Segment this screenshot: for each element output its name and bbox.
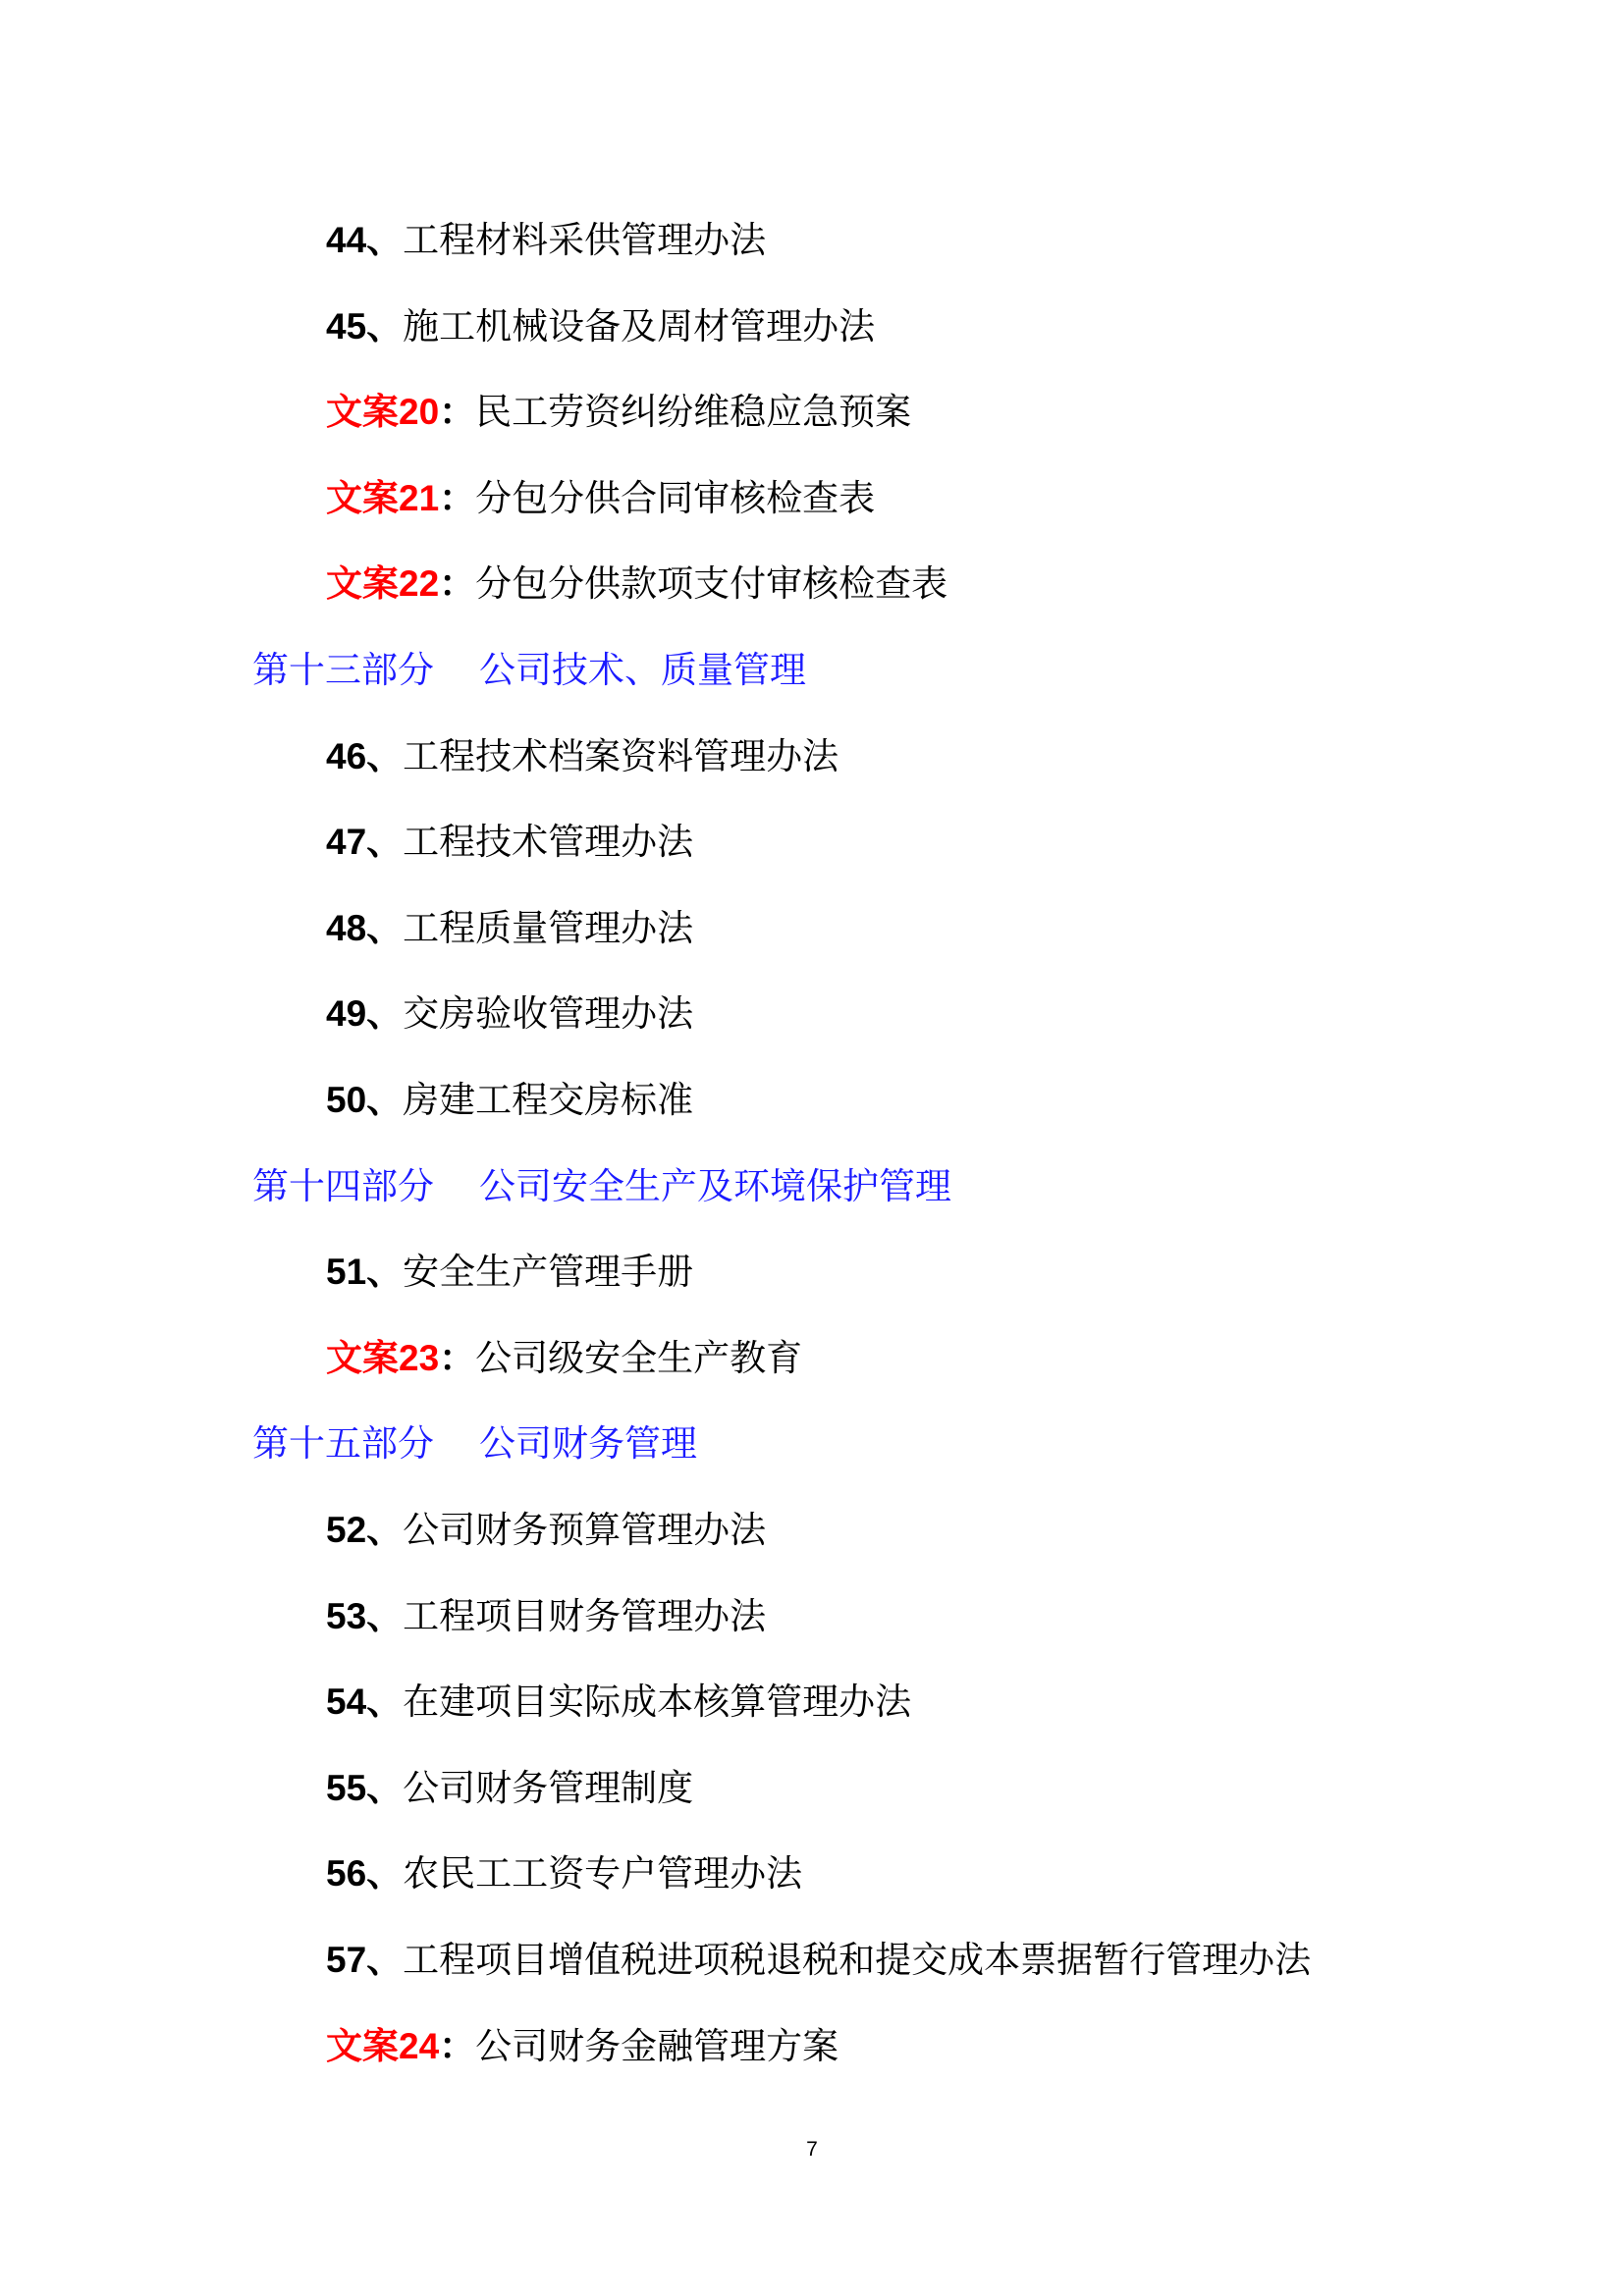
plan-prefix: 文案 — [326, 563, 399, 604]
item-title: 交房验收管理办法 — [403, 992, 694, 1035]
plan-colon: ： — [439, 563, 476, 604]
item-separator: 、 — [366, 822, 404, 862]
plan-item — [326, 562, 947, 606]
plan-prefix: 文案 — [326, 478, 399, 518]
toc-item — [326, 821, 693, 864]
part-number: 第十五部分 — [252, 1422, 434, 1465]
item-number: 54 — [326, 1682, 367, 1722]
item-separator: 、 — [366, 1510, 404, 1550]
toc-item — [326, 1681, 911, 1724]
item-separator: 、 — [366, 993, 404, 1034]
toc-item — [326, 735, 839, 778]
toc-item — [326, 1509, 766, 1552]
part-title: 公司财务管理 — [479, 1422, 697, 1465]
item-number: 45 — [326, 306, 367, 347]
toc-item — [326, 1251, 693, 1294]
part-number: 第十三部分 — [252, 649, 434, 691]
plan-prefix: 文案 — [326, 2026, 399, 2066]
part-title: 公司安全生产及环境保护管理 — [479, 1165, 951, 1207]
item-number: 49 — [326, 993, 367, 1034]
item-separator: 、 — [366, 1853, 404, 1894]
toc-item — [326, 907, 693, 950]
item-separator: 、 — [366, 1940, 404, 1980]
item-number: 51 — [326, 1252, 367, 1292]
item-separator: 、 — [366, 908, 404, 948]
plan-item — [326, 1337, 802, 1380]
item-number: 48 — [326, 908, 367, 948]
part-heading — [252, 649, 806, 692]
toc-item — [326, 1767, 693, 1810]
item-title: 安全生产管理手册 — [403, 1251, 694, 1293]
item-number: 55 — [326, 1768, 367, 1808]
plan-prefix: 文案 — [326, 392, 399, 432]
plan-title: 分包分供合同审核检查表 — [475, 477, 876, 519]
item-separator: 、 — [366, 1596, 404, 1636]
item-title: 施工机械设备及周材管理办法 — [403, 305, 876, 347]
item-title: 在建项目实际成本核算管理办法 — [403, 1681, 912, 1723]
plan-number: 23 — [399, 1338, 440, 1378]
toc-item — [326, 1079, 693, 1122]
item-number: 52 — [326, 1510, 367, 1550]
item-number: 44 — [326, 220, 367, 260]
item-number: 47 — [326, 822, 367, 862]
item-title: 农民工工资专户管理办法 — [403, 1852, 803, 1895]
item-separator: 、 — [366, 1252, 404, 1292]
item-title: 工程项目财务管理办法 — [403, 1595, 767, 1637]
part-heading — [252, 1165, 951, 1208]
plan-title: 公司财务金融管理方案 — [475, 2025, 839, 2067]
item-title: 工程质量管理办法 — [403, 907, 694, 949]
plan-number: 24 — [399, 2026, 440, 2066]
item-number: 46 — [326, 736, 367, 776]
plan-title: 分包分供款项支付审核检查表 — [475, 562, 948, 605]
toc-item — [326, 992, 693, 1036]
item-title: 工程材料采供管理办法 — [403, 219, 767, 261]
plan-colon: ： — [439, 392, 476, 432]
plan-number: 20 — [399, 392, 440, 432]
item-number: 53 — [326, 1596, 367, 1636]
toc-item — [326, 219, 766, 262]
part-number: 第十四部分 — [252, 1165, 434, 1207]
item-separator: 、 — [366, 1080, 404, 1120]
item-title: 工程项目增值税进项税退税和提交成本票据暂行管理办法 — [403, 1939, 1312, 1981]
item-number: 56 — [326, 1853, 367, 1894]
item-separator: 、 — [366, 220, 404, 260]
item-title: 房建工程交房标准 — [403, 1079, 694, 1121]
plan-number: 22 — [399, 563, 440, 604]
toc-item — [326, 1852, 802, 1896]
item-separator: 、 — [366, 306, 404, 347]
item-number: 50 — [326, 1080, 367, 1120]
item-separator: 、 — [366, 736, 404, 776]
plan-item — [326, 477, 875, 520]
toc-item — [326, 1939, 1311, 1982]
plan-colon: ： — [439, 478, 476, 518]
item-number: 57 — [326, 1940, 367, 1980]
plan-colon: ： — [439, 2026, 476, 2066]
item-separator: 、 — [366, 1768, 404, 1808]
item-title: 工程技术档案资料管理办法 — [403, 735, 839, 777]
plan-title: 民工劳资纠纷维稳应急预案 — [475, 391, 912, 433]
plan-prefix: 文案 — [326, 1338, 399, 1378]
toc-item — [326, 305, 875, 348]
item-separator: 、 — [366, 1682, 404, 1722]
part-heading — [252, 1422, 697, 1466]
plan-colon: ： — [439, 1338, 476, 1378]
plan-item — [326, 391, 911, 434]
plan-item — [326, 2025, 839, 2068]
plan-title: 公司级安全生产教育 — [475, 1337, 803, 1379]
toc-item — [326, 1595, 766, 1638]
item-title: 公司财务管理制度 — [403, 1767, 694, 1809]
plan-number: 21 — [399, 478, 440, 518]
page-number: 7 — [806, 2138, 818, 2161]
item-title: 公司财务预算管理办法 — [403, 1509, 767, 1551]
item-title: 工程技术管理办法 — [403, 821, 694, 863]
part-title: 公司技术、质量管理 — [479, 649, 806, 691]
